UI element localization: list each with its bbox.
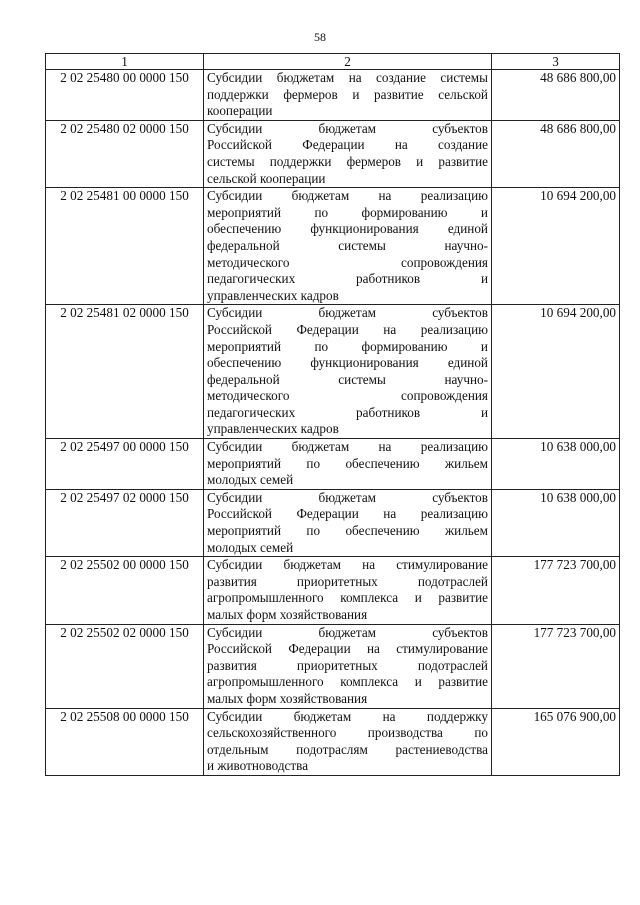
description-line: Субсидии бюджетам на создание системы [207, 70, 488, 85]
budget-amount: 165 076 900,00 [492, 708, 620, 775]
budget-code: 2 02 25480 00 0000 150 [46, 70, 204, 121]
description-line: Субсидии бюджетам субъектов [207, 489, 488, 505]
budget-description [204, 557, 492, 624]
description-line: Субсидии бюджетам на реализацию [207, 188, 488, 204]
budget-description [204, 70, 492, 121]
description-line: кооперации [207, 103, 273, 119]
description-line: агропромышленного комплекса и развитие [207, 674, 488, 690]
description-line: мероприятий по обеспечению жильем [207, 523, 488, 539]
description-line: Российской Федерации на реализацию [207, 506, 488, 522]
description-line: Российской Федерации на создание [207, 137, 488, 153]
description-line: Субсидии бюджетам субъектов [207, 624, 488, 640]
budget-amount: 177 723 700,00 [492, 624, 620, 708]
budget-description [204, 489, 492, 556]
table-row [46, 557, 620, 624]
table-row [46, 120, 620, 187]
budget-description [204, 708, 492, 775]
budget-code: 2 02 25508 00 0000 150 [46, 708, 204, 775]
budget-code: 2 02 25502 02 0000 150 [46, 624, 204, 708]
table-row [46, 708, 620, 775]
budget-amount: 177 723 700,00 [492, 557, 620, 624]
budget-description [204, 188, 492, 305]
budget-amount: 10 638 000,00 [492, 439, 620, 490]
table-row [46, 439, 620, 490]
budget-code: 2 02 25497 00 0000 150 [46, 439, 204, 490]
column-header-amount: 3 [492, 54, 620, 70]
description-line: Субсидии бюджетам субъектов [207, 305, 488, 321]
description-line: сельскохозяйственного производства по [207, 725, 488, 741]
description-line: развития приоритетных подотраслей [207, 657, 488, 673]
table-row [46, 305, 620, 439]
budget-description [204, 624, 492, 708]
description-line: Российской Федерации на реализацию [207, 321, 488, 337]
table-row [46, 70, 620, 121]
description-line: системы поддержки фермеров и развитие [207, 153, 488, 169]
description-line: отдельным подотраслям растениеводства [207, 741, 488, 757]
description-line: молодых семей [207, 539, 294, 555]
description-line: Субсидии бюджетам на реализацию [207, 439, 488, 455]
description-line: мероприятий по формированию и [207, 204, 488, 220]
description-line: управленческих кадров [207, 287, 339, 303]
description-line: обеспечению функционирования единой [207, 221, 488, 237]
description-line: педагогических работников и [207, 404, 488, 420]
budget-code: 2 02 25481 02 0000 150 [46, 305, 204, 439]
description-line: и животноводства [207, 758, 309, 774]
budget-amount: 10 638 000,00 [492, 489, 620, 556]
description-line: педагогических работников и [207, 271, 488, 287]
column-header-description: 2 [204, 54, 492, 70]
table-row [46, 188, 620, 305]
budget-code: 2 02 25497 02 0000 150 [46, 489, 204, 556]
description-line: развития приоритетных подотраслей [207, 573, 488, 589]
description-line: мероприятий по формированию и [207, 338, 488, 354]
description-line: Российской Федерации на стимулирование [207, 641, 488, 657]
column-header-code: 1 [46, 54, 204, 70]
description-line: обеспечению функционирования единой [207, 355, 488, 371]
description-line: молодых семей [207, 472, 294, 488]
budget-code: 2 02 25502 00 0000 150 [46, 557, 204, 624]
budget-code: 2 02 25481 00 0000 150 [46, 188, 204, 305]
description-line: малых форм хозяйствования [207, 607, 368, 622]
description-line: методического сопровождения [207, 254, 488, 270]
description-line: агропромышленного комплекса и развитие [207, 590, 488, 606]
budget-code: 2 02 25480 02 0000 150 [46, 120, 204, 187]
description-line: поддержки фермеров и развитие сельской [207, 86, 488, 102]
table-header-row [46, 54, 620, 70]
budget-description [204, 305, 492, 439]
description-line: федеральной системы научно- [207, 237, 488, 253]
description-line: федеральной системы научно- [207, 371, 488, 387]
description-line: мероприятий по обеспечению жильем [207, 455, 488, 471]
budget-amount: 48 686 800,00 [492, 120, 620, 187]
description-line: сельской кооперации [207, 170, 326, 186]
description-line: управленческих кадров [207, 421, 339, 437]
description-line: методического сопровождения [207, 388, 488, 404]
description-line: Субсидии бюджетам на поддержку [207, 708, 488, 724]
table-row [46, 489, 620, 556]
description-line: малых форм хозяйствования [207, 690, 368, 706]
budget-table [45, 53, 620, 776]
budget-amount: 10 694 200,00 [492, 305, 620, 439]
page-number: 58 [314, 30, 326, 44]
table-row [46, 624, 620, 708]
budget-description [204, 439, 492, 490]
budget-amount: 48 686 800,00 [492, 70, 620, 121]
description-line: Субсидии бюджетам на стимулирование [207, 557, 488, 573]
description-line: Субсидии бюджетам субъектов [207, 120, 488, 136]
budget-amount: 10 694 200,00 [492, 188, 620, 305]
budget-description [204, 120, 492, 187]
